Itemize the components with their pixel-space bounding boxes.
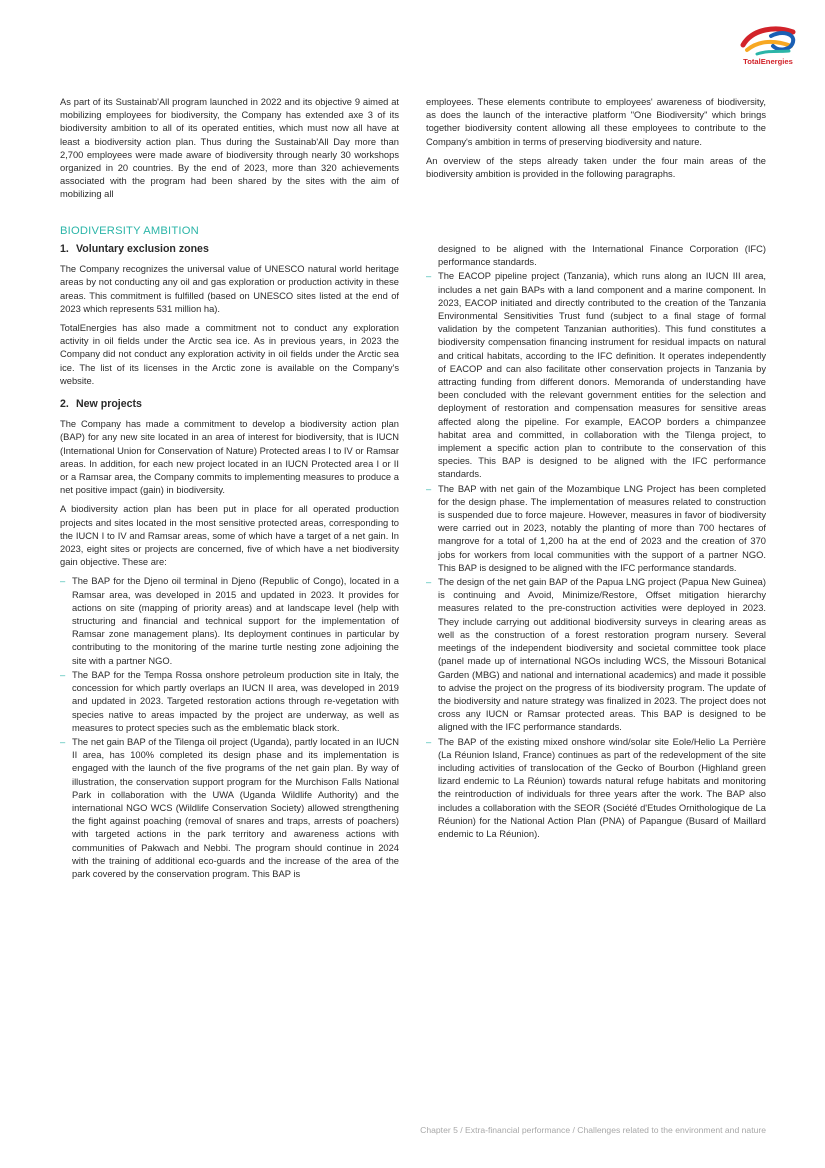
list-item: – The BAP for the Tempa Rossa onshore petroleum production site in Italy, the concession for which partly overlaps an IUCN II area, was developed in 2019 and updated in 2023. Targeted restoration actions through re-vegetation with species native to areas impacted by the project are underway, as well as measures to protect species such as the emblematic black stork. [60, 669, 399, 735]
intro-right-column [426, 96, 766, 187]
paragraph: The Company recognizes the universal value of UNESCO natural world heritage areas by not conducting any oil and gas exploration or production activity in these areas. This commitment is fulfilled (based on UNESCO sites listed at the end of 2023 which represents 531 million ha). [60, 264, 399, 314]
intro-paragraph: As part of its Sustainab'All program launched in 2022 and its objective 9 aimed at mobilizing employees for biodiversity, the Company has extended axe 3 of its biodiversity ambition to all of its operated entities, which must now all have at least a biodiversity action plan. Thus during the Sustainab'All Day more than 2,700 employees were made aware of biodiversity through nearly 30 workshops organized in 20 countries. By the end of 2023, more than 320 achievements associated with the program had been shared by the sites with the aim of mobilizing all [60, 97, 399, 200]
right-column [426, 243, 766, 842]
intro-left-column [60, 96, 399, 208]
subsection-heading [60, 398, 399, 411]
list-item: – The BAP of the existing mixed onshore wind/solar site Eole/Helio La Perrière (La Réunion Island, France) continues as part of the redevelopment of the site including activities of translocation of the Gecko of Bourbon (Highland green lizard endemic to La Réunion) towards natural refuge habitats and monitoring the reintroduction of individuals for three years after the work. The BAP also includes a collaboration with the SEOR (Société d'Etudes Ornithologique de La Réunion) for the National Action Plan (PNA) of Papangue (Busard of Maillard endemic to La Réunion). [426, 736, 766, 842]
list-item: – The BAP for the Djeno oil terminal in Djeno (Republic of Congo), located in a Ramsar area, was developed in 2015 and updated in 2023. It provides for actions on site (mapping of priority areas) and at landscape level (help with structuring and financial and technical support for the implementation of Ramsar zone management plans). Its deployment continues in particular by contributing to the monitoring of the marine turtle nesting zone adjoining the site with a partner NGO. [60, 575, 399, 667]
paragraph: A biodiversity action plan has been put in place for all operated production projects and sites located in the most sensitive protected areas, corresponding to the IUCN I to IV and Ramsar areas, some of which have a target of a net gain. In 2023, eight sites or projects are concerned, five of which have a net biodiversity gain objective. These are: [60, 504, 399, 568]
bap-list [426, 270, 766, 841]
totalenergies-logo [735, 24, 801, 68]
intro-paragraph: employees. These elements contribute to employees' awareness of biodiversity, as does the launch of the interactive platform "One Biodiversity" which brings together biodiversity content allowing all these employees to contribute to the Company's ambition in terms of preserving biodiversity and nature. [426, 97, 766, 147]
page-footer: Chapter 5 / Extra-financial performance / Challenges related to the environment and nature [420, 1125, 766, 1135]
subsection-title: New projects [76, 398, 142, 411]
list-item: – The design of the net gain BAP of the Papua LNG project (Papua New Guinea) is continuing and Avoid, Minimize/Restore, Offset mitigation hierarchy measures related to the pre-construction activities were deployed in 2023. They include carrying out additional biodiversity surveys in clearing areas as well as the construction of a forest restoration program nursery. Several meetings of the independent biodiversity and societal committee took place (panel made up of international NGOs including WCS, the Missouri Botanical Garden (MBG) and national and international academics) and made it possible to advise the project on the progress of its biodiversity program. The update of the biodiversity and nature strategy was finalized in 2023. The project does not cross any IUCN or Ramsar protected areas. This BAP is designed to be aligned with the IFC performance standards. [426, 576, 766, 734]
paragraph: The Company has made a commitment to develop a biodiversity action plan (BAP) for any new site located in an area of interest for biodiversity, that is IUCN (International Union for Conservation of Nature) Protected areas I to IV or Ramsar areas. In addition, for each new project located in an IUCN Protected area I or II or a Ramsar area, the Company commits to implementing measures to produce a net positive impact (gain) in biodiversity. [60, 419, 399, 496]
bap-list [60, 575, 399, 881]
logo-text: TotalEnergies [743, 57, 793, 66]
subsection-title: Voluntary exclusion zones [76, 243, 209, 255]
left-column [60, 243, 399, 882]
section-title: BIODIVERSITY AMBITION [60, 225, 199, 237]
subsection-heading [60, 243, 399, 256]
list-item: – The BAP with net gain of the Mozambique LNG Project has been completed for the design phase. The implementation of measures related to construction is suspended due to force majeure. However, measures in favor of biodiversity were carried out in 2023, notably the planting of more than 700 hectares of mangrove for a total of 1,200 ha at the end of 2023 and the creation of 370 jobs for workers from local communities with the support of a partner NGO. This BAP is designed to be aligned with the IFC performance standards. [426, 483, 766, 575]
list-item: – The net gain BAP of the Tilenga oil project (Uganda), partly located in an IUCN II area, has 100% completed its design phase and its implementation is engaged with the launch of the five programs of the net gain plan. By way of illustration, the conservation support program for the Murchison Falls National Park in collaboration with the UWA (Uganda Wildlife Authority) and the international NGO WCS (Wildlife Conservation Society) allowed strengthening the fight against poaching (removal of snares and traps, arrests of poachers) with targeted actions in the park territory and awareness actions with communities of Pakwach and Nebbi. The program should continue in 2024 with the training of additional eco-guards and the increase of the area of the park covered by the conservation program. This BAP is [60, 736, 399, 881]
list-item: – The EACOP pipeline project (Tanzania), which runs along an IUCN III area, includes a net gain BAPs with a land component and a marine component. In 2023, EACOP initiated and directly contributed to the creation of the Tanzania Environmental Sensitivities Trust fund (subject to a final stage of formal validation by the competent Tanzanian authorities). This fund constitutes a biodiversity compensation financing instrument for residual impacts on natural and critical habitats, according to the IFC definition. It operates independently of EACOP and can also facilitate other conservation projects in Tanzania by attracting funding from different donors. Memoranda of understanding have been concluded with the relevant government entities for the selection and deployment of restoration and compensation measures for sensitive areas affected along the pipeline. For example, EACOP borders a chimpanzee habitat area and committed, in collaboration with the Tilenga project, to implement a specific action plan to contribute to the conservation of this species. This BAP is designed to be aligned with the IFC performance standards. [426, 270, 766, 481]
list-continuation: designed to be aligned with the International Finance Corporation (IFC) performance standards. [438, 244, 766, 268]
logo-mark-icon [735, 24, 801, 56]
subsection-number: 2. [60, 398, 69, 411]
intro-paragraph: An overview of the steps already taken under the four main areas of the biodiversity ambition is provided in the following paragraphs. [426, 155, 766, 180]
paragraph: TotalEnergies has also made a commitment not to conduct any exploration activity in oil fields under the Arctic sea ice. As in previous years, in 2023 the Company did not conduct any exploration activity in oil fields under the Arctic sea ice. The list of its licenses in the Arctic zone is available on the Company's website. [60, 323, 399, 386]
subsection-number: 1. [60, 243, 69, 255]
